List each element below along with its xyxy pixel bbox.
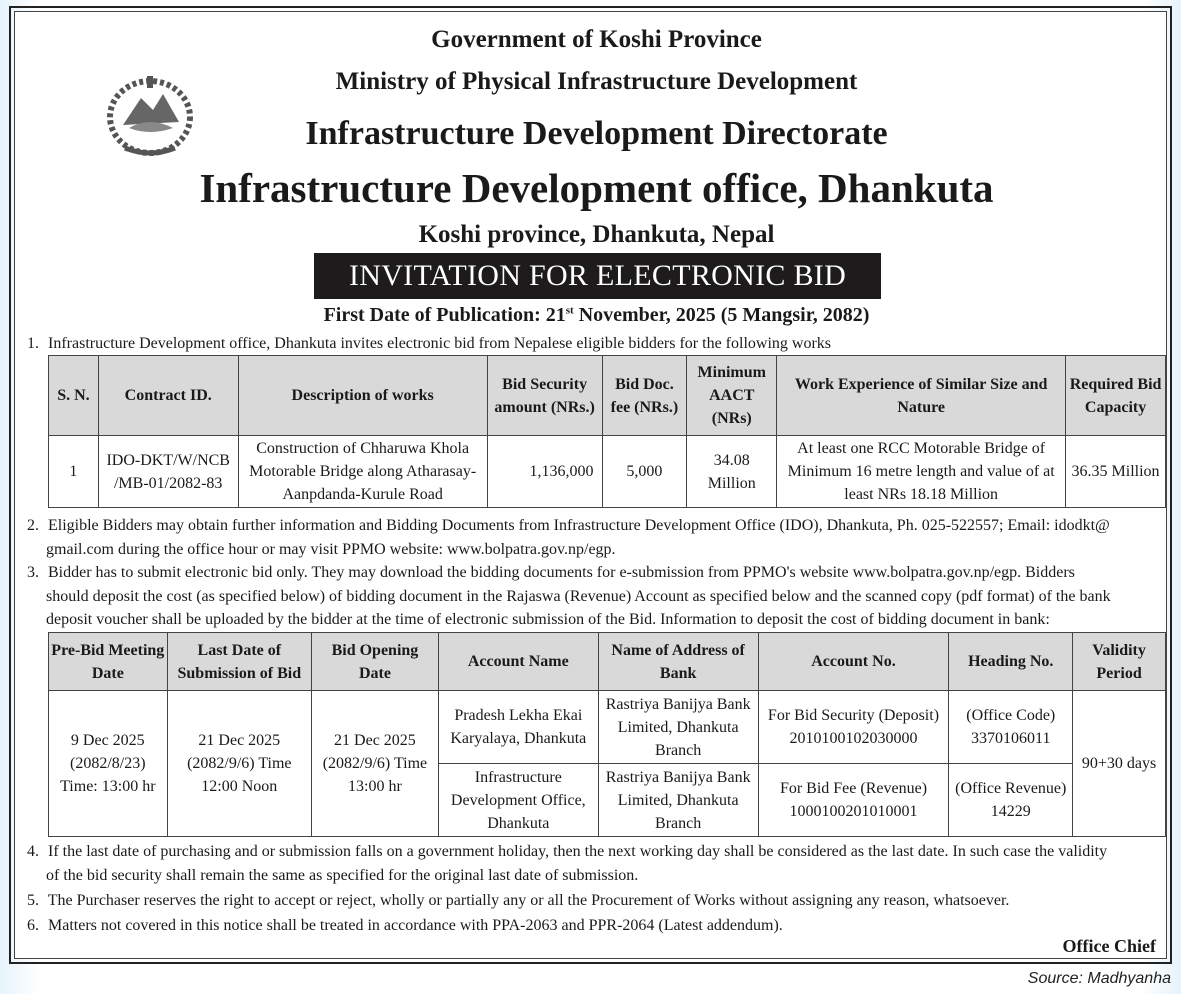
- cell-account-name: Pradesh Lekha Ekai Karyalaya, Dhankuta: [438, 691, 598, 764]
- cell-bank: Rastriya Banijya Bank Limited, Dhankuta Branch: [598, 691, 758, 764]
- cell-bank: Rastriya Banijya Bank Limited, Dhankuta Branch: [598, 764, 758, 837]
- col-capacity: Required Bid Capacity: [1066, 356, 1166, 436]
- col-heading-no: Heading No.: [949, 633, 1073, 691]
- cell-prebid: 9 Dec 2025 (2082/8/23) Time: 13:00 hr: [49, 691, 168, 837]
- ministry-title: Ministry of Physical Infrastructure Development: [335, 68, 858, 95]
- col-account-no: Account No.: [758, 633, 949, 691]
- notice-body: [14, 11, 1167, 959]
- table-row: [49, 436, 1166, 508]
- cell-capacity: 36.35 Million: [1066, 436, 1166, 508]
- cell-account-no: For Bid Security (Deposit) 2010100102030000: [758, 691, 949, 764]
- clause-5: [27, 889, 1167, 913]
- col-bank: Name of Address of Bank: [598, 633, 758, 691]
- clause-number: 3.: [27, 564, 39, 581]
- clause-text: Infrastructure Development office, Dhankuta invites electronic bid from Nepalese eligible bidders for the following works: [48, 335, 832, 352]
- clause-6: [27, 914, 1167, 938]
- clause-text: If the last date of purchasing and or submission falls on a government holiday, then the next working day shall be considered as the last date. In such case the validity: [48, 843, 1108, 860]
- cell-bid-security: 1,136,000: [487, 436, 602, 508]
- clause-3: [27, 561, 1167, 632]
- cell-sn: 1: [49, 436, 99, 508]
- cell-last-date: 21 Dec 2025 (2082/9/6) Time 12:00 Noon: [167, 691, 311, 837]
- cell-opening: 21 Dec 2025 (2082/9/6) Time 13:00 hr: [312, 691, 439, 837]
- clause-number: 6.: [27, 917, 39, 934]
- notice-frame: [9, 6, 1172, 964]
- col-aact: Minimum AACT (NRs): [687, 356, 777, 436]
- source-credit: Source: Madhyanha: [1027, 970, 1171, 987]
- clause-text: Matters not covered in this notice shall be treated in accordance with PPA-2063 and PPR-2064 (Latest addendum).: [48, 917, 783, 934]
- directorate-title: Infrastructure Development Directorate: [305, 115, 888, 152]
- bank-deposit-table: [48, 632, 1166, 837]
- bank-header-row: [49, 633, 1166, 691]
- cell-experience: At least one RCC Motorable Bridge of Minimum 16 metre length and value of at least NRs 18.18 Million: [777, 436, 1066, 508]
- col-sn: S. N.: [49, 356, 99, 436]
- clause-text-cont: should deposit the cost (as specified below) of bidding document in the Rajaswa (Revenue) Account as specified below and the scanned copy (pdf format) of the bank: [46, 587, 1111, 605]
- cell-account-name: Infrastructure Development Office, Dhankuta: [438, 764, 598, 837]
- pub-date-suffix: November, 2025 (5 Mangsir, 2082): [573, 304, 870, 326]
- government-title: Government of Koshi Province: [431, 26, 762, 53]
- col-validity: Validity Period: [1073, 633, 1166, 691]
- cell-contract-id: IDO-DKT/W/NCB /MB-01/2082-83: [98, 436, 238, 508]
- clause-text: Bidder has to submit electronic bid only. They may download the bidding documents for e-submission from PPMO's website www.bolpatra.gov.np/egp. Bidders: [48, 564, 1075, 581]
- office-address: Koshi province, Dhankuta, Nepal: [418, 221, 775, 248]
- clause-number: 1.: [27, 335, 39, 352]
- office-title: Infrastructure Development office, Dhankuta: [199, 165, 994, 211]
- col-bid-security: Bid Security amount (NRs.): [487, 356, 602, 436]
- col-account-name: Account Name: [438, 633, 598, 691]
- clause-text: Eligible Bidders may obtain further information and Bidding Documents from Infrastructure Development Office (IDO), Dhankuta, Ph. 025-522557; Email: idodkt@: [48, 517, 1110, 534]
- clause-1: [27, 332, 1167, 356]
- clause-number: 2.: [27, 517, 39, 534]
- clause-text-cont: gmail.com during the office hour or may visit PPMO website: www.bolpatra.gov.np/egp.: [46, 540, 616, 558]
- cell-aact: 34.08 Million: [687, 436, 777, 508]
- cell-description: Construction of Chharuwa Khola Motorable Bridge along Atharasay-Aanpdanda-Kurule Road: [238, 436, 487, 508]
- col-doc-fee: Bid Doc. fee (NRs.): [602, 356, 687, 436]
- works-header-row: [49, 356, 1166, 436]
- table-row: [49, 691, 1166, 764]
- cell-doc-fee: 5,000: [602, 436, 687, 508]
- clause-number: 5.: [27, 892, 39, 909]
- clause-text: The Purchaser reserves the right to accept or reject, wholly or partially any or all the Procurement of Works without assigning any reason, whatsoever.: [47, 892, 1010, 909]
- pub-date-sup: st: [565, 304, 574, 317]
- clause-4: [27, 840, 1167, 887]
- cell-heading-no: (Office Code) 3370106011: [949, 691, 1073, 764]
- clause-2: [27, 514, 1167, 561]
- col-description: Description of works: [238, 356, 487, 436]
- col-last-date: Last Date of Submission of Bid: [167, 633, 311, 691]
- cell-heading-no: (Office Revenue) 14229: [949, 764, 1073, 837]
- col-contract-id: Contract ID.: [98, 356, 238, 436]
- col-prebid: Pre-Bid Meeting Date: [49, 633, 168, 691]
- notice-title-banner: INVITATION FOR ELECTRONIC BID: [314, 253, 881, 299]
- publication-date: [15, 304, 1178, 327]
- col-opening: Bid Opening Date: [312, 633, 439, 691]
- cell-account-no: For Bid Fee (Revenue) 1000100201010001: [758, 764, 949, 837]
- works-table: [48, 355, 1166, 508]
- clause-number: 4.: [27, 843, 39, 860]
- pub-date-prefix: First Date of Publication: 21: [323, 304, 566, 326]
- clause-text-cont: of the bid security shall remain the same as specified for the original last date of submission.: [46, 866, 639, 884]
- cell-validity: 90+30 days: [1073, 691, 1166, 837]
- clause-text-cont: deposit voucher shall be uploaded by the bidder at the time of electronic submission of the Bid. Information to deposit the cost of bidding document in bank:: [46, 611, 1050, 628]
- signature-office-chief: Office Chief: [1062, 936, 1156, 956]
- col-experience: Work Experience of Similar Size and Nature: [777, 356, 1066, 436]
